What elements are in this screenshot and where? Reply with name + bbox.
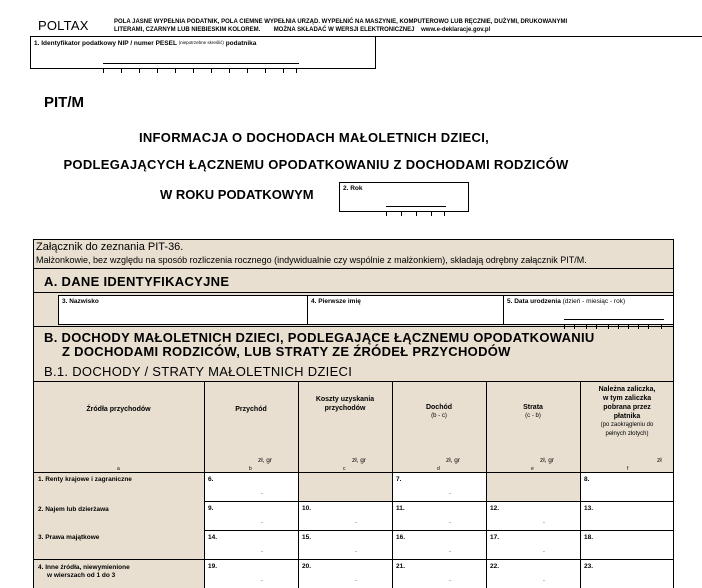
field-20[interactable]: 20. . xyxy=(298,559,393,588)
year-field[interactable]: 2. Rok xyxy=(339,182,469,212)
birth-date-field[interactable]: 5. Data urodzenia (dzień - miesiąc - rok) xyxy=(503,295,674,325)
form-title-line1: INFORMACJA O DOCHODACH MAŁOLETNICH DZIECI, xyxy=(138,130,490,145)
form-title-line3: W ROKU PODATKOWYM xyxy=(160,187,314,202)
field-11[interactable]: 11. . xyxy=(392,501,487,531)
section-b-title-line1: B. DOCHODY MAŁOLETNICH DZIECI, PODLEGAJĄCE ŁĄCZNEMU OPODATKOWANIU xyxy=(44,330,595,345)
section-a-title: A. DANE IDENTYFIKACYJNE xyxy=(44,274,230,289)
section-b-title-line2: Z DOCHODAMI RODZICÓW, LUB STRATY ZE ŹRÓDEŁ PRZYCHODÓW xyxy=(62,344,511,359)
col-header-loss: Strata (c - b) xyxy=(523,404,543,419)
birth-date-ticks xyxy=(564,316,664,320)
field-10[interactable]: 10. . xyxy=(298,501,393,531)
fill-instructions: POLA JASNE WYPEŁNIA PODATNIK, POLA CIEMNE WYPEŁNIA URZĄD. WYPEŁNIĆ NA MASZYNIE, KOMPUTEROWO LUB RĘCZNIE, DUŻYMI, DRUKOWANYMI LITERAMI, CZARNYM LUB NIEBIESKIM KOLOREM. MOŻNA SKŁADAĆ W WERSJI ELEKTRONICZNEJ www.e-deklaracje.gov.pl xyxy=(114,19,568,33)
form-code: PIT/M xyxy=(44,94,84,111)
field-22[interactable]: 22. . xyxy=(486,559,581,588)
field-21[interactable]: 21. . xyxy=(392,559,487,588)
field-14[interactable]: 14. . xyxy=(204,530,299,560)
row-label-4: 4. Inne źródła, niewymienione w wierszach od 1 do 3 xyxy=(38,564,130,579)
field-13[interactable]: 13. xyxy=(580,501,674,531)
field-18[interactable]: 18. xyxy=(580,530,674,560)
field-8[interactable]: 8. xyxy=(580,472,674,502)
field-12[interactable]: 12. . xyxy=(486,501,581,531)
field-17[interactable]: 17. . xyxy=(486,530,581,560)
row-label-3: 3. Prawa majątkowe xyxy=(38,534,100,541)
row-label-2: 2. Najem lub dzierżawa xyxy=(38,506,109,513)
col-header-revenue: Przychód xyxy=(235,406,267,413)
col-header-costs: Koszty uzyskania przychodów xyxy=(315,396,375,412)
first-name-field[interactable]: 4. Pierwsze imię xyxy=(307,295,504,325)
field-9[interactable]: 9. . xyxy=(204,501,299,531)
year-digit-ticks xyxy=(386,203,446,207)
nip-digit-ticks xyxy=(103,60,299,64)
row-label-1: 1. Renty krajowe i zagraniczne xyxy=(38,476,132,483)
form-title-line2: PODLEGAJĄCYCH ŁĄCZNEMU OPODATKOWANIU Z DOCHODAMI RODZICÓW xyxy=(63,157,569,172)
field-7[interactable]: 7. . xyxy=(392,472,487,502)
nip-field[interactable]: 1. Identyfikator podatkowy NIP / numer PESEL $^{(niepotrzebne skreślić)}$ podatnika xyxy=(30,37,376,69)
col-header-income: Dochód (b - c) xyxy=(425,404,453,419)
field-15[interactable]: 15. . xyxy=(298,530,393,560)
attachment-note: Załącznik do zeznania PIT-36. xyxy=(36,241,184,253)
section-b1-title: B.1. DOCHODY / STRATY MAŁOLETNICH DZIECI xyxy=(44,364,353,379)
brand-logo-text: POLTAX xyxy=(38,18,89,33)
field-6[interactable]: 6. . xyxy=(204,472,299,502)
col-header-tax-advance: Należna zaliczka, w tym zaliczka pobrana przez płatnika (po zaokrągleniu do pełnych złotych) xyxy=(598,386,656,437)
surname-field[interactable]: 3. Nazwisko xyxy=(58,295,308,325)
field-16[interactable]: 16. . xyxy=(392,530,487,560)
spouse-note: Małżonkowie, bez względu na sposób rozliczenia rocznego (indywidualnie czy wspólnie z małżonkiem), składają odrębny załącznik PIT/M. xyxy=(36,255,587,265)
field-23[interactable]: 23. xyxy=(580,559,674,588)
field-19[interactable]: 19. . xyxy=(204,559,299,588)
col-header-source: Źródła przychodów xyxy=(86,406,151,413)
